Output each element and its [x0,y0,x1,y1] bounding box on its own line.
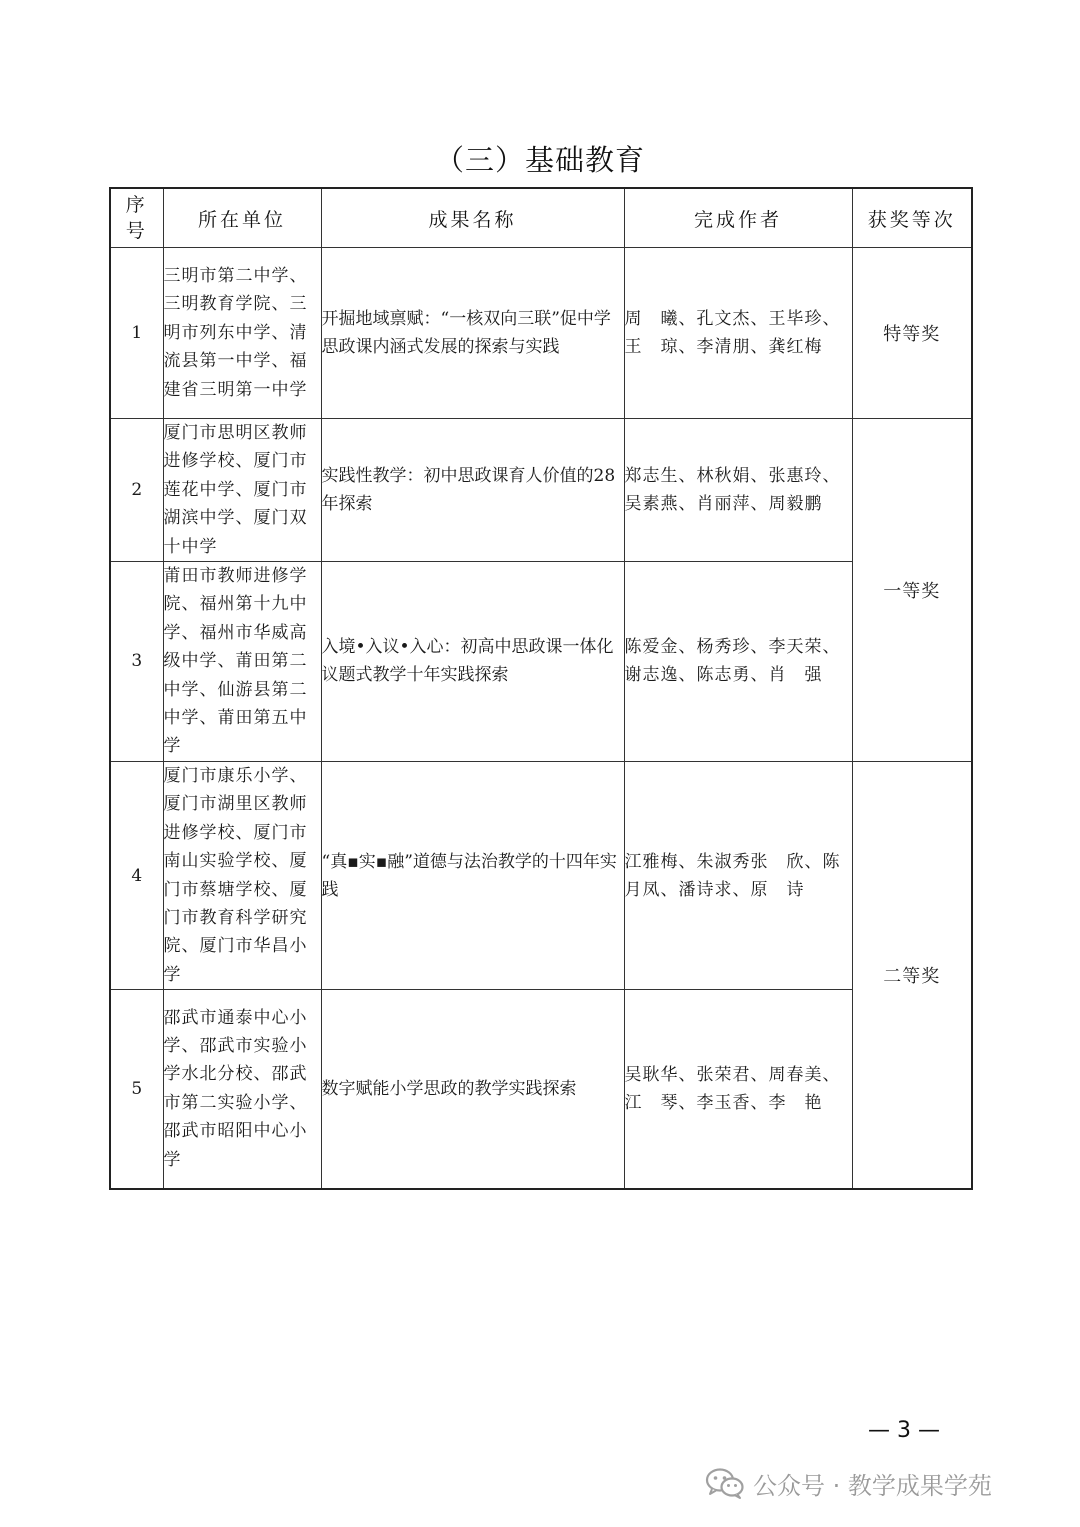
header-unit: 所在单位 [163,188,321,248]
watermark-text: 公众号 · 教学成果学苑 [753,1471,992,1500]
row-unit: 厦门市康乐小学、厦门市湖里区教师进修学校、厦门市南山实验学校、厦门市蔡塘学校、厦门市教育科学研究院、厦门市华昌小学 [163,761,321,989]
header-level: 获奖等次 [852,188,972,248]
table-row [110,562,972,762]
wechat-icon [705,1467,745,1499]
row-result: 数字赋能小学思政的教学实践探索 [321,990,624,1189]
watermark [705,1463,992,1503]
award-level-special: 特等奖 [852,248,972,419]
row-result: “真▪实▪融”道德与法治教学的十四年实践 [321,761,624,989]
row-seq: 2 [110,419,163,562]
page-title: （三）基础教育 [434,143,645,177]
row-unit: 莆田市教师进修学院、福州第十九中学、福州市华威高级中学、莆田第二中学、仙游县第二中学、莆田第五中学 [163,562,321,762]
row-result: 入境•入议•入心：初高中思政课一体化议题式教学十年实践探索 [321,562,624,762]
header-authors: 完成作者 [624,188,852,248]
award-level-second: 二等奖 [852,761,972,1188]
row-unit: 邵武市通泰中心小学、邵武市实验小学水北分校、邵武市第二实验小学、邵武市昭阳中心小学 [163,990,321,1189]
table-header-row [110,188,972,248]
award-level-first: 一等奖 [852,419,972,762]
table-row [110,990,972,1189]
table-row [110,248,972,419]
row-authors: 陈爱金、杨秀珍、李天荣、谢志逸、陈志勇、肖 强 [624,562,852,762]
table-row [110,419,972,562]
row-result: 开掘地域禀赋：“一核双向三联”促中学思政课内涵式发展的探索与实践 [321,248,624,419]
table-row [110,761,972,989]
row-authors: 吴耿华、张荣君、周春美、江 琴、李玉香、李 艳 [624,990,852,1189]
row-authors: 江雅梅、朱淑秀张 欣、陈月凤、潘诗求、原 诗 [624,761,852,989]
row-unit: 三明市第二中学、三明教育学院、三明市列东中学、清流县第一中学、福建省三明第一中学 [163,248,321,419]
row-authors: 郑志生、林秋娟、张惠玲、吴素燕、肖丽萍、周毅鹏 [624,419,852,562]
header-seq: 序 号 [110,188,163,248]
row-seq: 5 [110,990,163,1189]
row-result: 实践性教学：初中思政课育人价值的28年探索 [321,419,624,562]
row-unit: 厦门市思明区教师进修学校、厦门市莲花中学、厦门市湖滨中学、厦门双十中学 [163,419,321,562]
awards-table [109,187,973,1190]
header-result: 成果名称 [321,188,624,248]
row-authors: 周 曦、孔文杰、王毕珍、王 琼、李清朋、龚红梅 [624,248,852,419]
row-seq: 4 [110,761,163,989]
page-number: — 3 — [868,1418,940,1443]
row-seq: 3 [110,562,163,762]
row-seq: 1 [110,248,163,419]
